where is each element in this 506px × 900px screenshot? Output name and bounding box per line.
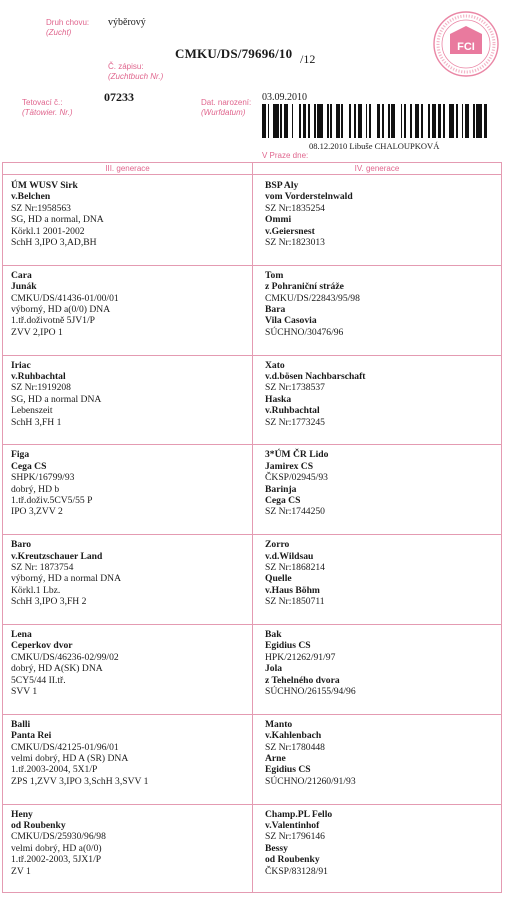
dog-name-line: v.Ruhbachtal	[265, 405, 320, 417]
dog-name-line: Cega CS	[265, 495, 301, 507]
row-divider	[3, 714, 501, 715]
dog-detail-line: SÚCHNO/21260/91/93	[265, 775, 356, 787]
birth-date-label-de: (Wurfdatum)	[201, 108, 246, 117]
row-divider	[3, 804, 501, 805]
dog-name-line: Iriac	[11, 359, 31, 371]
place-date-label: V Praze dne:	[262, 151, 309, 160]
dog-name-line: Jamirex CS	[265, 460, 314, 472]
dog-detail-line: dobrý, HD b	[11, 483, 60, 495]
dog-detail-line: CMKU/DS/25930/96/98	[11, 831, 106, 843]
ancestor-third-gen	[11, 180, 104, 248]
dog-detail-line: SÚCHNO/26155/94/96	[265, 686, 356, 698]
dog-detail-line: Körkl.1 Lbz.	[11, 584, 61, 596]
dog-detail-line: velmi dobrý, HD A (SR) DNA	[11, 753, 129, 765]
dog-name-line: od Roubenky	[265, 854, 320, 866]
dog-name-line: v.Valentinhof	[265, 820, 320, 831]
dog-detail-line: SÚCHNO/30476/96	[265, 326, 344, 338]
registration-label-de: (Zuchtbuch Nr.)	[108, 72, 164, 81]
dog-name-line: Xato	[265, 359, 285, 371]
dog-detail-line: CMKU/DS/22843/95/98	[265, 292, 360, 304]
breed-type-label	[46, 18, 89, 38]
dog-detail-line: SG, HD a normal DNA	[11, 393, 102, 405]
dog-name-line: Tom	[265, 269, 284, 281]
dog-name-line: v.Geiersnest	[265, 225, 315, 237]
dog-name-line: Figa	[11, 449, 30, 461]
dog-name-line: Heny	[11, 808, 33, 820]
dog-detail-line: SZ Nr:1780448	[265, 741, 325, 753]
dog-name-line: Cara	[11, 269, 32, 281]
dog-detail-line: SchH 3,FH 1	[11, 416, 62, 428]
dog-detail-line: výborný, HD a normal DNA	[11, 573, 122, 585]
dog-name-line: Haska	[265, 393, 292, 405]
dog-name-line: Egidius CS	[265, 640, 311, 652]
dog-detail-line: dobrý, HD A(SK) DNA	[11, 663, 103, 675]
ancestor-third-gen	[11, 719, 148, 787]
dog-detail-line: ČKSP/83128/91	[265, 865, 328, 877]
ancestor-third-gen	[11, 449, 92, 517]
dog-name-line: od Roubenky	[11, 820, 66, 831]
row-divider	[3, 355, 501, 356]
dog-name-line: Bak	[265, 629, 282, 640]
dog-detail-line: CMKU/DS/42125-01/96/01	[11, 741, 119, 753]
dog-name-line: Baro	[11, 539, 32, 551]
dog-name-line: v.d.bösen Nachbarschaft	[265, 371, 366, 382]
dog-name-line: Ceperkov dvor	[11, 640, 73, 652]
tattoo-label-de: (Tätowier. Nr.)	[22, 108, 73, 117]
dog-detail-line: SZ Nr:1744250	[265, 506, 325, 518]
dog-detail-line: ZPS 1,ZVV 3,IPO 3,SchH 3,SVV 1	[11, 775, 149, 787]
breed-type-label-cz: Druh chovu:	[46, 18, 90, 27]
dog-detail-line: ČKSP/02945/93	[265, 472, 328, 484]
dog-detail-line: SZ Nr:1823013	[265, 237, 325, 249]
dog-detail-line: SZ Nr: 1873754	[11, 562, 74, 573]
dog-name-line: Ommi	[265, 214, 292, 226]
birth-date-value: 03.09.2010	[262, 92, 307, 103]
dog-detail-line: HPK/21262/91/97	[265, 651, 336, 663]
dog-detail-line: SZ Nr:1738537	[265, 382, 325, 394]
dog-name-line: ÚM WUSV Sirk	[11, 180, 78, 191]
registration-label	[108, 62, 163, 82]
dog-name-line: v.Kahlenbach	[265, 730, 322, 742]
fci-logo	[432, 10, 500, 78]
dog-detail-line: SG, HD a normal, DNA	[11, 214, 104, 226]
dog-detail-line: 1.tř.doživ.5CV5/55 P	[11, 495, 93, 507]
dog-name-line: Egidius CS	[265, 764, 311, 776]
row-divider	[3, 624, 501, 625]
birth-date-label-cz: Dat. narození:	[201, 98, 252, 107]
column-divider	[252, 163, 253, 892]
dog-detail-line: Lebenszeit	[11, 405, 53, 417]
ancestors-fourth-gen	[265, 719, 356, 787]
dog-name-line: BSP Aly	[265, 180, 299, 191]
birth-date-label	[201, 98, 251, 118]
dog-detail-line: SZ Nr:1919208	[11, 382, 71, 394]
ancestor-third-gen	[11, 629, 119, 697]
dog-name-line: z Pohraniční stráže	[265, 281, 344, 293]
barcode	[262, 104, 490, 138]
ancestor-third-gen	[11, 270, 119, 338]
dog-detail-line: 1.tř.2003-2004, 5X1/P	[11, 764, 98, 776]
dog-detail-line: 1.tř.doživotně 5JV1/P	[11, 315, 95, 327]
dog-detail-line: SZ Nr:1773245	[265, 416, 325, 428]
ancestors-fourth-gen	[265, 629, 356, 697]
dog-name-line: Lena	[11, 629, 32, 640]
dog-detail-line: SZ Nr:1796146	[265, 831, 325, 843]
dog-name-line: Balli	[11, 718, 31, 730]
dog-detail-line: ZV 1	[11, 865, 31, 877]
dog-detail-line: SZ Nr:1850711	[265, 596, 325, 608]
dog-detail-line: 5CY5/44 II.tř.	[11, 674, 66, 686]
ancestors-fourth-gen	[265, 270, 360, 338]
dog-name-line: Arne	[265, 753, 286, 765]
ancestors-fourth-gen	[265, 539, 325, 607]
dog-detail-line: výborný, HD a(0/0) DNA	[11, 304, 111, 316]
dog-detail-line: CMKU/DS/46236-02/99/02	[11, 651, 119, 663]
dog-name-line: Panta Rei	[11, 730, 52, 742]
breed-type-value: výběrový	[108, 17, 146, 28]
row-divider	[3, 534, 501, 535]
dog-name-line: z Tehelného dvora	[265, 674, 340, 686]
tattoo-label-cz: Tetovací č.:	[22, 98, 63, 107]
registration-label-cz: Č. zápisu:	[108, 62, 144, 71]
ancestor-third-gen	[11, 539, 121, 607]
dog-detail-line: 1.tř.2002-2003, 5JX1/P	[11, 854, 102, 866]
registration-number: CMKU/DS/79696/10	[175, 46, 293, 61]
registration-suffix: /12	[300, 52, 316, 66]
dog-detail-line: velmi dobrý, HD a(0/0)	[11, 842, 102, 854]
barcode-gap	[487, 104, 489, 138]
row-divider	[3, 265, 501, 266]
ancestors-fourth-gen	[265, 809, 332, 877]
dog-name-line: Bessy	[265, 842, 288, 854]
ancestors-fourth-gen	[265, 180, 353, 248]
dog-detail-line: Körkl.1 2001-2002	[11, 225, 85, 237]
dog-detail-line: ZVV 2,IPO 1	[11, 326, 63, 338]
issued-date-signature: 08.12.2010 Libuše CHALOUPKOVÁ	[309, 141, 440, 151]
dog-detail-line: SZ Nr:1958563	[11, 202, 71, 214]
dog-name-line: vom Vorderstelnwald	[265, 191, 353, 203]
dog-detail-line: SchH 3,IPO 3,FH 2	[11, 596, 87, 608]
dog-name-line: Vila Casovia	[265, 315, 317, 327]
dog-name-line: v.Belchen	[11, 191, 51, 203]
dog-detail-line: SchH 3,IPO 3,AD,BH	[11, 237, 97, 249]
dog-name-line: Junák	[11, 281, 37, 293]
breed-type-label-de: (Zucht)	[46, 28, 72, 37]
dog-name-line: v.Haus Böhm	[265, 584, 320, 596]
dog-name-line: 3*ÚM ČR Lido	[265, 449, 329, 461]
ancestor-third-gen	[11, 809, 106, 877]
tattoo-label	[22, 98, 73, 118]
dog-detail-line: SVV 1	[11, 686, 38, 698]
dog-detail-line: IPO 3,ZVV 2	[11, 506, 63, 518]
dog-name-line: Jola	[265, 663, 283, 675]
dog-detail-line: SZ Nr:1835254	[265, 202, 325, 214]
dog-name-line: Manto	[265, 718, 293, 730]
dog-name-line: Barinja	[265, 483, 297, 495]
ancestors-fourth-gen	[265, 449, 328, 517]
pedigree-table	[2, 162, 502, 893]
col-header-third-generation: III. generace	[105, 164, 150, 173]
dog-name-line: Bara	[265, 304, 286, 316]
row-divider	[3, 444, 501, 445]
dog-name-line: Cega CS	[11, 460, 47, 472]
dog-detail-line: CMKU/DS/41436-01/00/01	[11, 292, 119, 304]
dog-name-line: v.Ruhbachtal	[11, 371, 66, 382]
ancestors-fourth-gen	[265, 360, 365, 428]
col-header-fourth-generation: IV. generace	[354, 164, 400, 173]
fci-logo-text: FCI	[457, 41, 475, 53]
dog-detail-line: SZ Nr:1868214	[265, 562, 325, 573]
dog-name-line: Quelle	[265, 573, 292, 585]
ancestor-third-gen	[11, 360, 101, 428]
dog-detail-line: SHPK/16799/93	[11, 472, 75, 484]
dog-name-line: Champ.PL Fello	[265, 808, 333, 820]
tattoo-number: 07233	[104, 90, 134, 104]
dog-name-line: v.Kreutzschauer Land	[11, 550, 103, 562]
dog-name-line: Zorro	[265, 539, 290, 551]
dog-name-line: v.d.Wildsau	[265, 550, 314, 562]
